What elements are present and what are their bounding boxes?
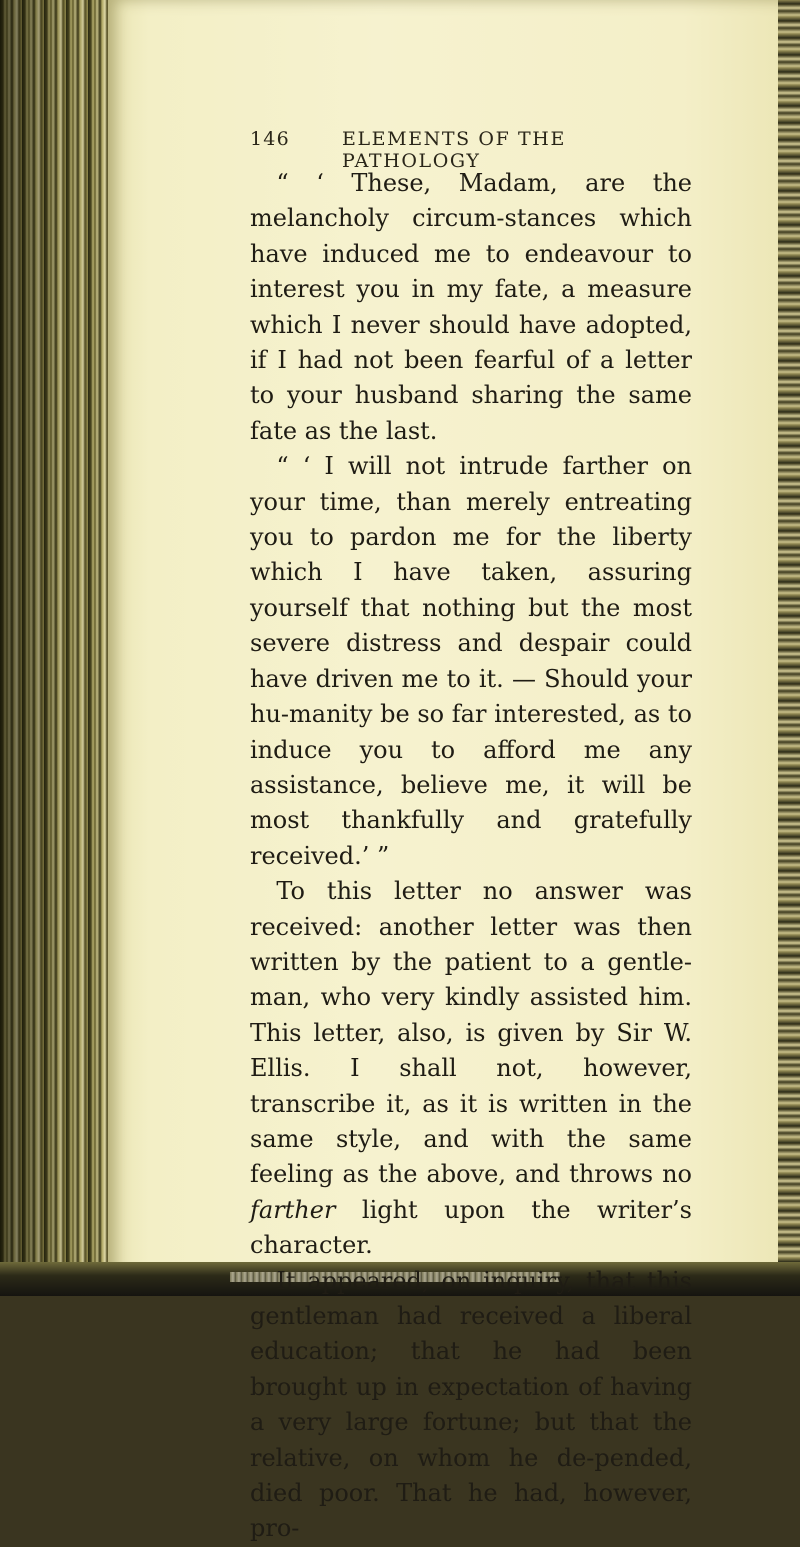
binding-shadow (0, 0, 118, 1296)
page-body (250, 166, 692, 1547)
paragraph-2: “ ‘ I will not intrude farther on your time, than merely entreating you to pardon me for the liberty which I have taken, assuring yourself that nothing but the most severe distress and despair could have driven me to it. — Should your hu-manity be so far interested, as to induce you to afford me any assistance, believe me, it will be most thankfully and gratefully received.’ ” (250, 452, 692, 870)
paragraph-3-text-a: To this letter no answer was received: another letter was then written by the patient to a gentle-man, who very kindly assisted him. This letter, also, is given by Sir W. Ellis. I shall not, however, transcribe it, as it is written in the same style, and with the same feeling as the above, and throws no (250, 877, 692, 1189)
paragraph-3 (250, 874, 692, 1263)
paragraph-4: It appeared, on inquiry, that this gentleman had received a liberal education; that he had been brought up in expectation of having a very large fortune; but that the relative, on whom he de-pended, died poor. That he had, however, pro- (250, 1266, 692, 1543)
italic-word: farther (250, 1195, 336, 1224)
book-fore-edge (778, 0, 800, 1296)
page-number: 146 (250, 128, 290, 150)
running-title: ELEMENTS OF THE PATHOLOGY (342, 128, 566, 172)
paragraph-1: “ ‘ These, Madam, are the melancholy circum-stances which have induced me to endeavour to interest you in my fate, a measure which I never should have adopted, if I had not been fearful of a letter to your husband sharing the same fate as the last. (250, 169, 692, 445)
paragraph-3-text-b: light upon the writer’s character. (250, 1195, 692, 1260)
page-header (250, 128, 690, 172)
